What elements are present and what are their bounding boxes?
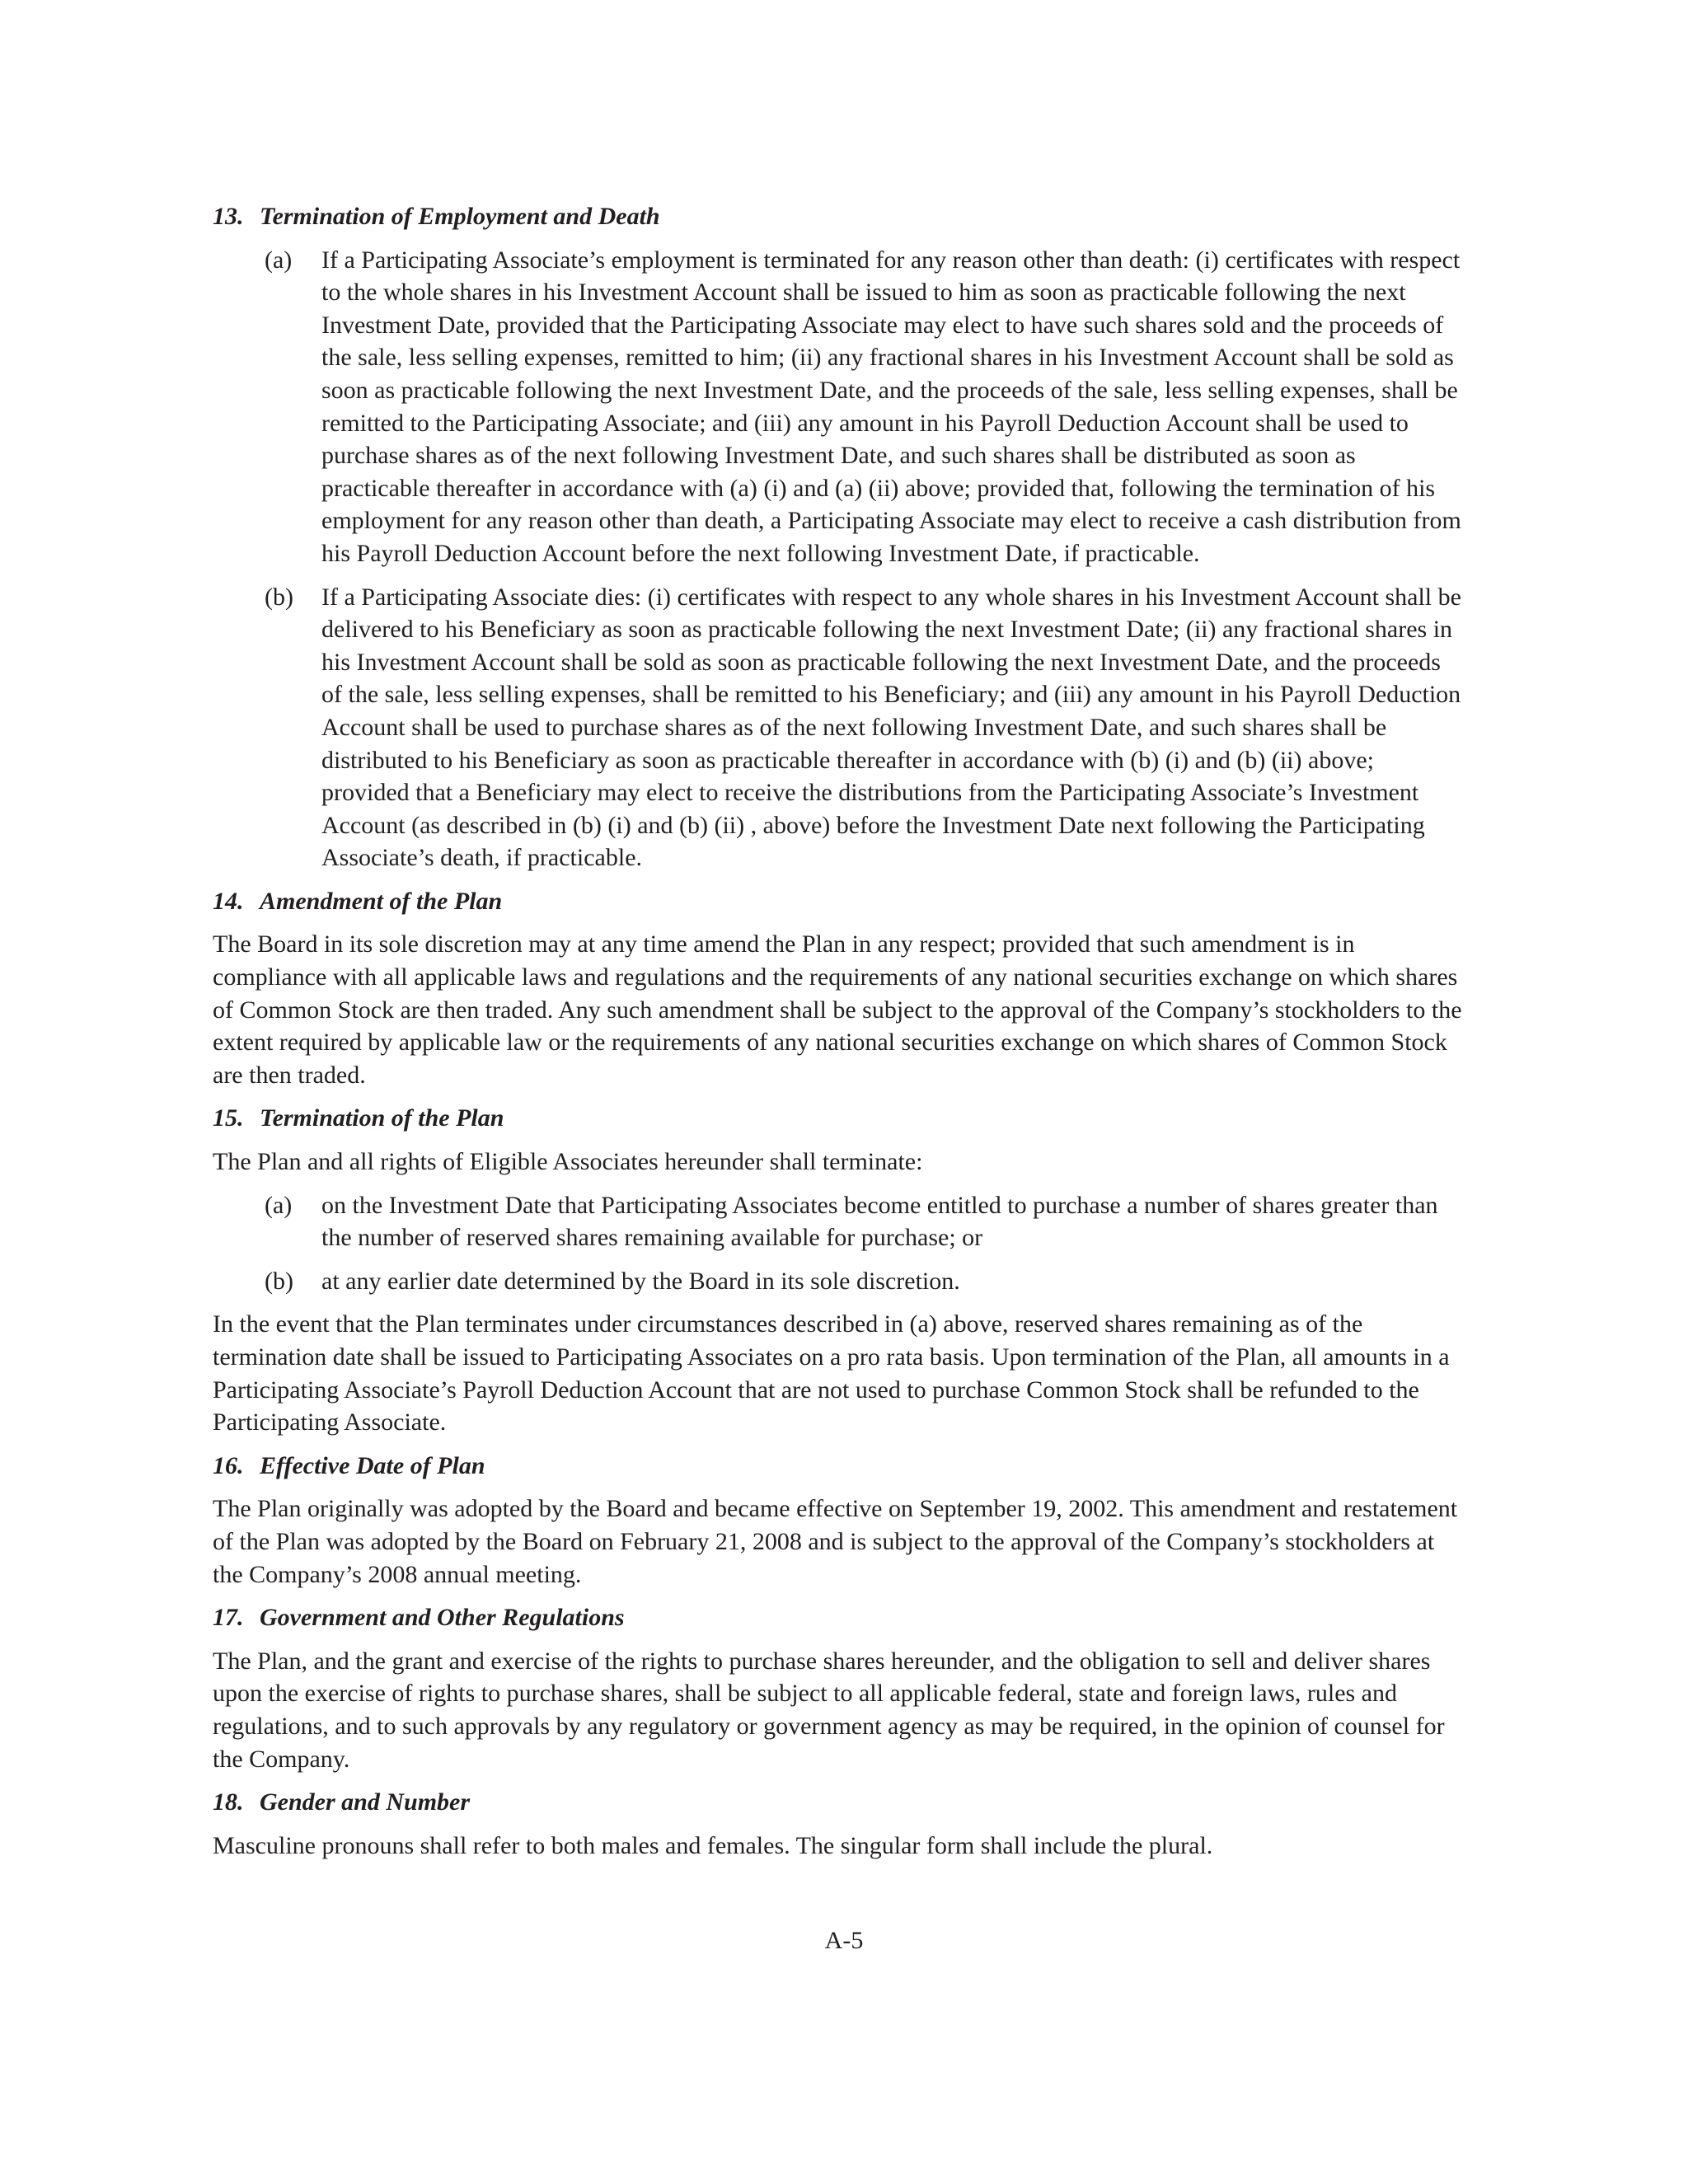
section-title: Amendment of the Plan (260, 887, 503, 915)
section-paragraph: The Plan originally was adopted by the Board and became effective on September 19, 2002. This amendment and restatement of the Plan was adopted by the Board on February 21, 2008 and is subject to the approval of the Company’s stockholders at the Company’s 2008 annual meeting. (213, 1495, 1458, 1588)
section-heading (213, 200, 1465, 233)
section-title: Government and Other Regulations (260, 1604, 625, 1632)
section-18 (213, 1786, 1465, 1862)
section-title: Gender and Number (260, 1788, 471, 1816)
list-item-text: on the Investment Date that Participating Associates become entitled to purchase a number of shares greater than the number of reserved shares remaining available for purchase; or (321, 1191, 1438, 1252)
list-item (213, 581, 1465, 874)
section-number: 17. (213, 1604, 244, 1632)
section-intro: The Plan and all rights of Eligible Associates hereunder shall terminate: (213, 1148, 923, 1176)
section-heading (213, 885, 1465, 918)
list-item-text: If a Participating Associate dies: (i) certificates with respect to any whole shares in his Investment Account shall be delivered to his Beneficiary as soon as practicable following the next Investment Date; (ii) any fractional shares in his Investment Account shall be sold as soon as practicable following the next Investment Date, and the proceeds of the sale, less selling expenses, shall be remitted to his Beneficiary; and (iii) any amount in his Payroll Deduction Account shall be used to purchase shares as of the next following Investment Date, and such shares shall be distributed to his Beneficiary as soon as practicable thereafter in accordance with (b) (i) and (b) (ii) above; provided that a Beneficiary may elect to receive the distributions from the Participating Associate’s Investment Account (as described in (b) (i) and (b) (ii) , above) before the Investment Date next following the Participating Associate’s death, if practicable. (321, 583, 1461, 872)
section-14 (213, 885, 1465, 1092)
section-heading (213, 1102, 1465, 1135)
list-item (213, 1189, 1465, 1254)
section-heading (213, 1786, 1465, 1819)
list-item-text: If a Participating Associate’s employment is terminated for any reason other than death: (i) certificates with respect to the whole shares in his Investment Account shall be issued to him as soon as practicable following the next Investment Date, provided that the Participating Associate may elect to have such shares sold and the proceeds of the sale, less selling expenses, remitted to him; (ii) any fractional shares in his Investment Account shall be sold as soon as practicable following the next Investment Date, and the proceeds of the sale, less selling expenses, shall be remitted to the Participating Associate; and (iii) any amount in his Payroll Deduction Account shall be used to purchase shares as of the next following Investment Date, and such shares shall be distributed as soon as practicable thereafter in accordance with (a) (i) and (a) (ii) above; provided that, following the termination of his employment for any reason other than death, a Participating Associate may elect to receive a cash distribution from his Payroll Deduction Account before the next following Investment Date, if practicable. (321, 246, 1461, 567)
section-number: 16. (213, 1451, 244, 1479)
section-13 (213, 200, 1465, 874)
section-title: Termination of Employment and Death (260, 203, 660, 230)
section-heading (213, 1450, 1465, 1483)
section-closing: In the event that the Plan terminates under circumstances described in (a) above, reserved shares remaining as of the termination date shall be issued to Participating Associates on a pro rata basis. Upon termination of the Plan, all amounts in a Participating Associate’s Payroll Deduction Account that are not used to purchase Common Stock shall be refunded to the Participating Associate. (213, 1310, 1450, 1436)
section-number: 14. (213, 887, 244, 915)
list-item (213, 244, 1465, 570)
page-number: A-5 (824, 1927, 864, 1954)
section-16 (213, 1450, 1465, 1591)
section-title: Termination of the Plan (260, 1104, 504, 1132)
section-number: 15. (213, 1104, 244, 1132)
section-15 (213, 1102, 1465, 1438)
section-17 (213, 1601, 1465, 1775)
section-title: Effective Date of Plan (260, 1451, 485, 1479)
section-number: 13. (213, 203, 244, 230)
list-item-label: (b) (265, 1267, 293, 1295)
section-heading (213, 1601, 1465, 1634)
section-paragraph: The Board in its sole discretion may at any time amend the Plan in any respect; provided that such amendment is in compliance with all applicable laws and regulations and the requirements of any national securities exchange on which shares of Common Stock are then traded. Any such amendment shall be subject to the approval of the Company’s stockholders to the extent required by applicable law or the requirements of any national securities exchange on which shares of Common Stock are then traded. (213, 930, 1462, 1089)
list-item-text: at any earlier date determined by the Board in its sole discretion. (321, 1267, 960, 1295)
section-number: 18. (213, 1788, 244, 1816)
section-paragraph: The Plan, and the grant and exercise of the rights to purchase shares hereunder, and the obligation to sell and deliver shares upon the exercise of rights to purchase shares, shall be subject to all applicable federal, state and foreign laws, rules and regulations, and to such approvals by any regulatory or government agency as may be required, in the opinion of counsel for the Company. (213, 1647, 1445, 1773)
list-item-label: (a) (265, 1191, 293, 1219)
document-page (213, 200, 1465, 1872)
list-item-label: (b) (265, 583, 293, 611)
list-item-label: (a) (265, 246, 293, 274)
section-paragraph: Masculine pronouns shall refer to both males and females. The singular form shall include the plural. (213, 1831, 1213, 1859)
list-item (213, 1265, 1465, 1298)
